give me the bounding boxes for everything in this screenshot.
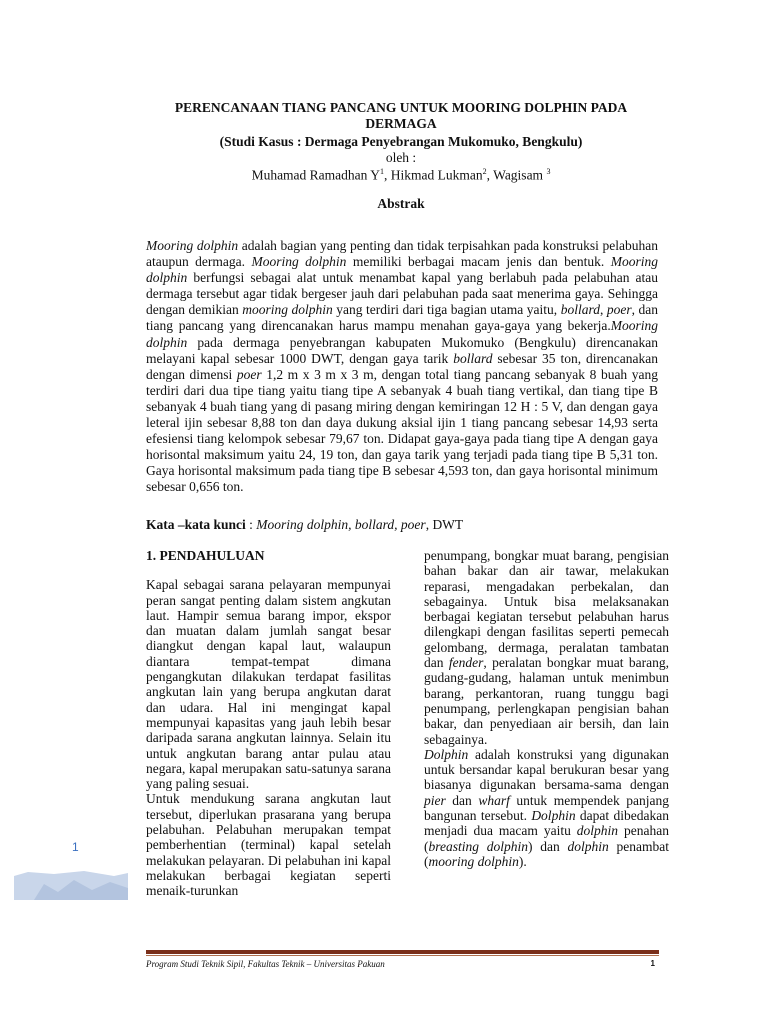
column-left	[146, 548, 391, 899]
sidebar-page-number: 1	[72, 840, 79, 854]
page-footer	[146, 958, 659, 970]
author-affiliation: 2	[482, 167, 487, 176]
paragraph-text: adalah konstruksi yang digunakan untuk bersandar kapal berukuran besar yang biasanya digunakan bersama-sama dengan	[424, 746, 669, 793]
abstract-text: mooring dolphin	[242, 302, 333, 318]
abstract-text: Mooring dolphin	[146, 238, 239, 253]
paragraph-text: fender	[448, 655, 484, 671]
abstract-text: Mooring dolphin	[146, 254, 658, 286]
abstract-text: berfungsi sebagai alat untuk menambat kapal yang berlabuh pada pelabuhan atau dermaga tersebut agar tidak bergeser jauh dari pelabuhan pada saat menerima gaya. Sehingga dengan demikian	[146, 270, 658, 318]
paragraph-text: ) dan	[528, 838, 568, 854]
abstract-text: pada dermaga penyebrangan kabupaten Mukomuko (Bengkulu) direncanakan melayani kapal sebesar 1000 DWT, dengan gaya tarik	[146, 334, 658, 366]
author-separator: ,	[486, 167, 494, 183]
keywords-separator: :	[245, 517, 257, 532]
abstract-text: poer	[606, 302, 632, 318]
abstract-text: adalah bagian yang penting dan tidak terpisahkan pada konstruksi pelabuhan ataupun dermaga.	[146, 238, 658, 270]
abstract-text: , dan tiang pancang yang direncanakan harus mampu menahan gaya-gaya yang bekerja.	[146, 302, 658, 334]
oleh-label: oleh :	[385, 150, 417, 165]
section-heading: 1. PENDAHULUAN	[146, 548, 265, 563]
footer-page-number: 1	[650, 959, 655, 968]
author-affiliation: 3	[546, 167, 551, 176]
paragraph-text: Dolphin	[531, 808, 576, 824]
paragraph-text: mooring dolphin	[428, 853, 519, 869]
author-affiliation: 1	[380, 167, 385, 176]
abstract-text: poer	[236, 366, 262, 382]
paragraph-text: ).	[518, 853, 527, 869]
abstract-text: bollard	[560, 302, 600, 318]
author-separator: ,	[384, 167, 391, 183]
paragraph: Kapal sebagai sarana pelayaran mempunyai peran sangat penting dalam sistem angkutan laut. Hampir semua barang impor, ekspor dan muatan dalam jumlah sangat besar diangkut dengan kapal laut, walaupun diantara tempat-tempat dimana pengangkutan dilakukan terdapat fasilitas angkutan lain yang berupa angkutan darat dan udara. Hal ini mengingat kapal mempunyai kapasitas yang jauh lebih besar daripada sarana angkutan lainnya. Selain itu untuk angkutan barang antar pulau atau negara, kapal merupakan satu-satunya sarana yang paling sesuai.	[146, 577, 391, 792]
paragraph-text: wharf	[478, 792, 510, 808]
paragraph-text: untuk mempendek panjang bangunan tersebut.	[424, 792, 669, 824]
page-thumbnail-graphic	[14, 870, 128, 900]
paragraph: Untuk mendukung sarana angkutan laut tersebut, diperlukan prasarana yang berupa pelabuhan. Pelabuhan merupakan tempat pemberhentian (terminal) kapal setelah melakukan pelayaran. Di pelabuhan ini kapal melakukan berbagai kegiatan seperti menaik-turunkan	[146, 791, 391, 899]
abstract-text: sebesar 35 ton, direncanakan dengan dimensi	[146, 350, 658, 382]
paragraph-text: Dolphin	[424, 746, 469, 762]
keywords-line	[146, 517, 658, 533]
author-name: Wagisam	[493, 167, 544, 183]
paragraph-text: dapat dibedakan menjadi dua macam yaitu	[424, 808, 670, 839]
abstract-text: yang terdiri dari tiga bagian utama yaitu,	[332, 302, 561, 318]
paragraph	[424, 747, 669, 869]
abstract-text: 1,2 m x 3 m x 3 m, dengan total tiang pancang sebanyak 8 buah yang terdiri dari dua tipe tiang yaitu tiang tipe A sebanyak 4 buah tiang vertikal, dan tiang tipe B sebanyak 4 buah tiang yang di pasang miring dengan kemiringan 12 H : 5 V, dan dengan gaya leteral ijin sebesar 8,88 ton dan daya dukung aksial ijin 1 tiang pancang sebesar 14,93 serta efesiensi tiang kelompok sebesar 79,67 ton. Didapat gaya-gaya pada tiang tipe A dengan gaya horisontal maksimum yaitu 24, 19 ton, dan gaya tarik yang terjadi pada tiang tipe B 5,31 ton. Gaya horisontal maksimum pada tiang tipe B sebesar 4,593 ton, dan gaya horisontal minimum sebesar 0,656 ton.	[146, 366, 658, 495]
abstract-body	[146, 238, 658, 496]
abstract-text: bollard	[453, 350, 493, 366]
paper-title: PERENCANAAN TIANG PANCANG UNTUK MOORING DOLPHIN PADA DERMAGA	[174, 100, 628, 131]
abstract-heading: Abstrak	[377, 196, 425, 211]
column-right	[424, 548, 669, 869]
abstract-text: Mooring dolphin	[251, 254, 347, 270]
paragraph-text: breasting dolphin	[428, 838, 528, 854]
abstract-text: Mooring dolphin	[146, 318, 658, 350]
paragraph-text: dan	[445, 792, 479, 808]
paragraph-text: penumpang, bongkar muat barang, pengisian bahan bakar dan air tawar, melakukan reparasi, mengadakan perbekalan, dan sebagainya. Untuk bisa melaksanakan berbagai kegiatan tersebut pelabuhan harus dilengkapi dengan fasilitas seperti pemecah gelombang, dermaga, peralatan tambatan dan	[424, 548, 669, 671]
paragraph-text: dolphin	[576, 823, 619, 839]
abstract-text: ,	[599, 302, 607, 318]
paragraph	[424, 548, 669, 747]
author-list	[140, 164, 662, 184]
keywords-italic: Mooring dolphin, bollard, poer	[256, 517, 426, 532]
footer-rule-thin	[146, 955, 659, 956]
paragraph-text: penambat (	[424, 838, 669, 869]
keywords-rest: , DWT	[425, 517, 464, 532]
paragraph-text: , peralatan bongkar muat barang, gudang-gudang, halaman untuk menimbun barang, perkantoran, ruang tunggu bagi penumpang, perlengkapan pengisian bahan bakar, dan penyediaan air bersih, dan lain sebagainya.	[424, 655, 669, 747]
author-name: Hikmad Lukman	[390, 167, 483, 183]
keywords-label: Kata –kata kunci	[146, 517, 246, 532]
paragraph-text: dolphin	[567, 838, 609, 854]
footer-text: Program Studi Teknik Sipil, Fakultas Teknik – Universitas Pakuan	[146, 959, 385, 969]
paragraph-text: pier	[424, 792, 446, 808]
abstract-text: memiliki berbagai macam jenis dan bentuk.	[346, 254, 611, 270]
paragraph-text: penahan (	[424, 823, 669, 854]
footer-rule	[146, 950, 659, 954]
author-name: Muhamad Ramadhan Y	[251, 167, 381, 183]
paper-subtitle: (Studi Kasus : Dermaga Penyebrangan Mukomuko, Bengkulu)	[219, 134, 583, 149]
